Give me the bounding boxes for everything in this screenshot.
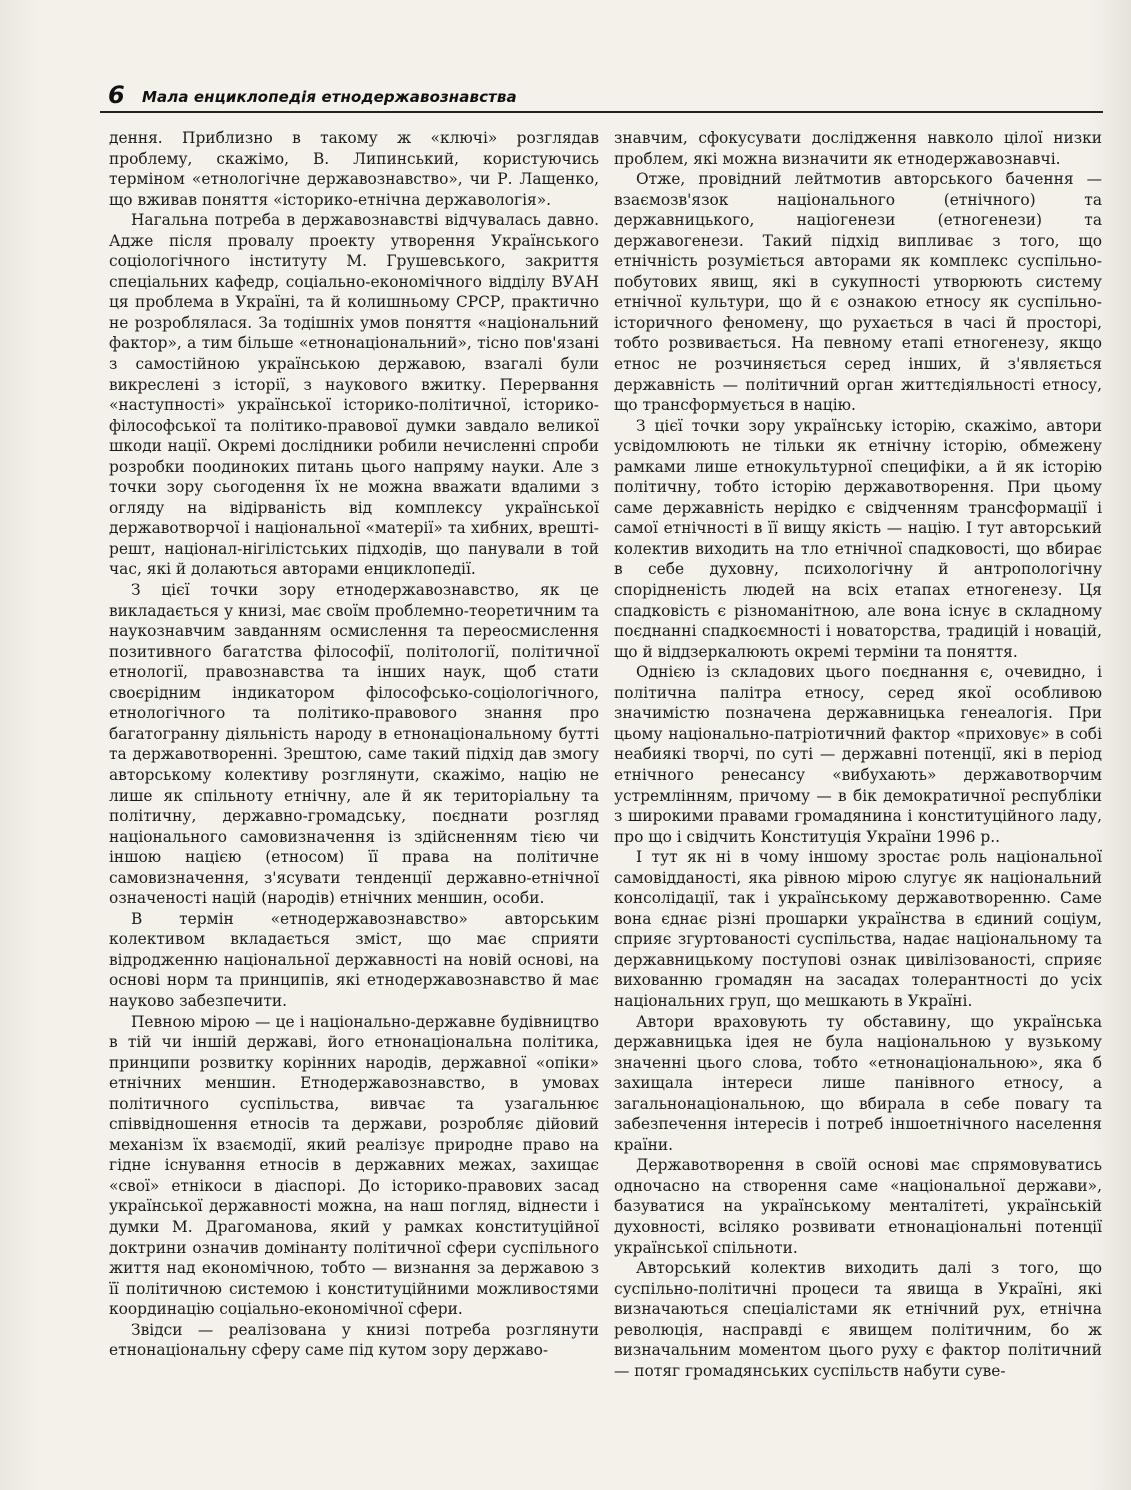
- paragraph: Однією із складових цього поєднання є, очевидно, і політична палітра етносу, серед якої особливою значимістю позначена державницька генеалогія. При цьому національно-патріотичний фактор «приховує» в собі неабиякі творчі, по суті — державні потенції, які в період етнічного ренесансу «вибухають» державотворчим устремлінням, причому — в бік демократичної республіки з широкими правами громадянина і конституційного ладу, про що і свідчить Конституція України 1996 р..: [614, 663, 1102, 846]
- running-title: Мала енциклопедія етнодержавознавства: [142, 88, 517, 106]
- right-column: [614, 128, 1102, 1418]
- paragraph: Певною мірою — це і національно-державне будівництво в тій чи іншій державі, його етнонаціональна політика, принципи розвитку корінних народів, державної «опіки» етнічних меншин. Етнодержавознавство, в умовах політичного суспільства, вивчає та узагальнює співвідношення етносів та держави, розробляє дійовий механізм їх взаємодії, який реалізує природне право на гідне існування етносів в державних межах, захищає «свої» етнікоси в діаспорі. До історико-правових засад української державності можна, на наш погляд, віднести і думки М. Драгоманова, який у рамках конституційної доктрини означив домінанту політичної сфери суспільного життя над економічною, тобто — визнання за державою з її політичною системою і конституційними можливостями координацію соціально-економічної сфери.: [109, 1012, 599, 1319]
- left-column: [109, 128, 599, 1418]
- paragraph: Авторський колектив виходить далі з того, що суспільно-політичні процеси та явища в Україні, які визначаються спеціалістами як етнічний рух, етнічна революція, насправді є явищем політичним, бо ж визначальним моментом цього руху є фактор політичний — потяг громадянських суспільств набути суве-: [614, 1259, 1102, 1380]
- paragraph: В термін «етнодержавознавство» авторським колективом вкладається зміст, що має сприяти відродженню національної державності на новій основі, на основі норм та принципів, які етнодержавознавство й має науково забезпечити.: [109, 909, 599, 1010]
- paragraph: Нагальна потреба в державознавстві відчувалась давно. Адже після провалу проекту утворення Українського соціологічного інституту М. Грушевського, закриття спеціальних кафедр, соціально-економічного відділу ВУАН ця проблема в Україні, та й колишньому СРСР, практично не розроблялася. За тодішніх умов поняття «національний фактор», а тим більше «етнонаціональний», тісно пов'язані з самостійною українською державою, взагалі були викреслені з історії, з наукового вжитку. Перервання «наступності» української історико-політичної, історико-філософської та політико-правової думки завдало великої шкоди нації. Окремі дослідники робили нечисленні спроби розробки поодиноких питань цього напряму науки. Але з точки зору сьогодення їх не можна вважати вдалими з огляду на відірваність від комплексу української державотворчої і національної «матерії» та хибних, врешті-решт, націонал-нігілістських підходів, що панували в той час, які й долаються авторами енциклопедії.: [109, 211, 599, 579]
- paragraph: І тут як ні в чому іншому зростає роль національної самовідданості, яка рівною мірою слугує як національний консолідації, так і українському державотворенню. Саме вона єднає різні прошарки українства в єдиний соціум, сприяє згуртованості суспільства, надає національному та державницькому поступові ознак цивілізованості, сприяє вихованню громадян на засадах толерантності до усіх національних груп, що мешкають в Україні.: [614, 848, 1102, 1010]
- paragraph: знавчим, сфокусувати дослідження навколо цілої низки проблем, які можна визначити як етнодержавознавчі.: [614, 129, 1102, 168]
- paragraph: Державотворення в своїй основі має спрямовуватись одночасно на створення саме «національної держави», базуватися на українському менталітеті, українській духовності, всіляко розвивати етнонаціональні потенції української спільноти.: [614, 1156, 1102, 1257]
- paragraph: Автори враховують ту обставину, що українська державницька ідея не була національною у вузькому значенні цього слова, тобто «етнонаціональною», яка б захищала інтереси лише панівного етносу, а загальнонаціональною, що вбирала в себе повагу та забезпечення інтересів і потреб іншоетнічного населення країни.: [614, 1012, 1102, 1154]
- paragraph: Отже, провідний лейтмотив авторського бачення — взаємозв'язок національного (етнічного) та державницького, націогенези (етногенези) та державогенези. Такий підхід випливає з того, що етнічність розуміється авторами як комплекс суспільно-побутових явищ, які в сукупності утворюють систему етнічної культури, що й є ознакою етносу як суспільно-історичного феномену, що рухається в часі й просторі, тобто розвивається. На певному етапі етногенезу, якщо етнос не розчиняється серед інших, й з'являється державність — політичний орган життєдіяльності етносу, що трансформується в націю.: [614, 170, 1102, 415]
- paragraph: З цієї точки зору українську історію, скажімо, автори усвідомлюють не тільки як етнічну історію, обмежену рамками лише етнокультурної специфіки, а й як історію політичну, тобто історію державотворення. При цьому саме державність нерідко є свідченням трансформації і самої етнічності в її вищу якість — націю. І тут авторський колектив виходить на тло етнічної спадковості, що вбирає в себе духовну, психологічну й антропологічну спорідненість людей на всіх етапах етногенезу. Ця спадковість є різноманітною, але вона існує в складному поєднанні спадкоємності і новаторства, традицій і новацій, що й віддзеркалюють окремі терміни та поняття.: [614, 416, 1102, 661]
- paragraph: Звідси — реалізована у книзі потреба розглянути етнонаціональну сферу саме під кутом зору державо-: [109, 1320, 599, 1360]
- paragraph: дення. Приблизно в такому ж «ключі» розглядав проблему, скажімо, В. Липинський, користуючись терміном «етнологічне державознавство», чи Р. Лащенко, що вживав поняття «історико-етнічна державологія».: [109, 129, 599, 209]
- page-header: [100, 80, 1100, 116]
- header-rule: [100, 111, 1103, 113]
- page-number: 6: [108, 81, 125, 109]
- paragraph: З цієї точки зору етнодержавознавство, як це викладається у книзі, має своїм проблемно-теоретичним та наукознавчим завданням осмислення та переосмислення позитивного багатства філософії, політології, політичної етнології, правознавства та інших наук, щоб стати своєрідним індикатором філософсько-соціологічного, етнологічного та політико-правового знання про багатогранну діяльність народу в етнонаціональному бутті та державотворенні. Зрештою, саме такий підхід дав змогу авторському колективу розглянути, скажімо, націю не лише як спільноту етнічну, але й як територіальну та політичну, державно-громадську, поєднати розгляд національного самовизначення із здійсненням тією чи іншою нацією (етносом) її права на політичне самовизначення, з'ясувати тенденції державно-етнічної означеності націй (народів) етнічних меншин, особи.: [109, 581, 599, 908]
